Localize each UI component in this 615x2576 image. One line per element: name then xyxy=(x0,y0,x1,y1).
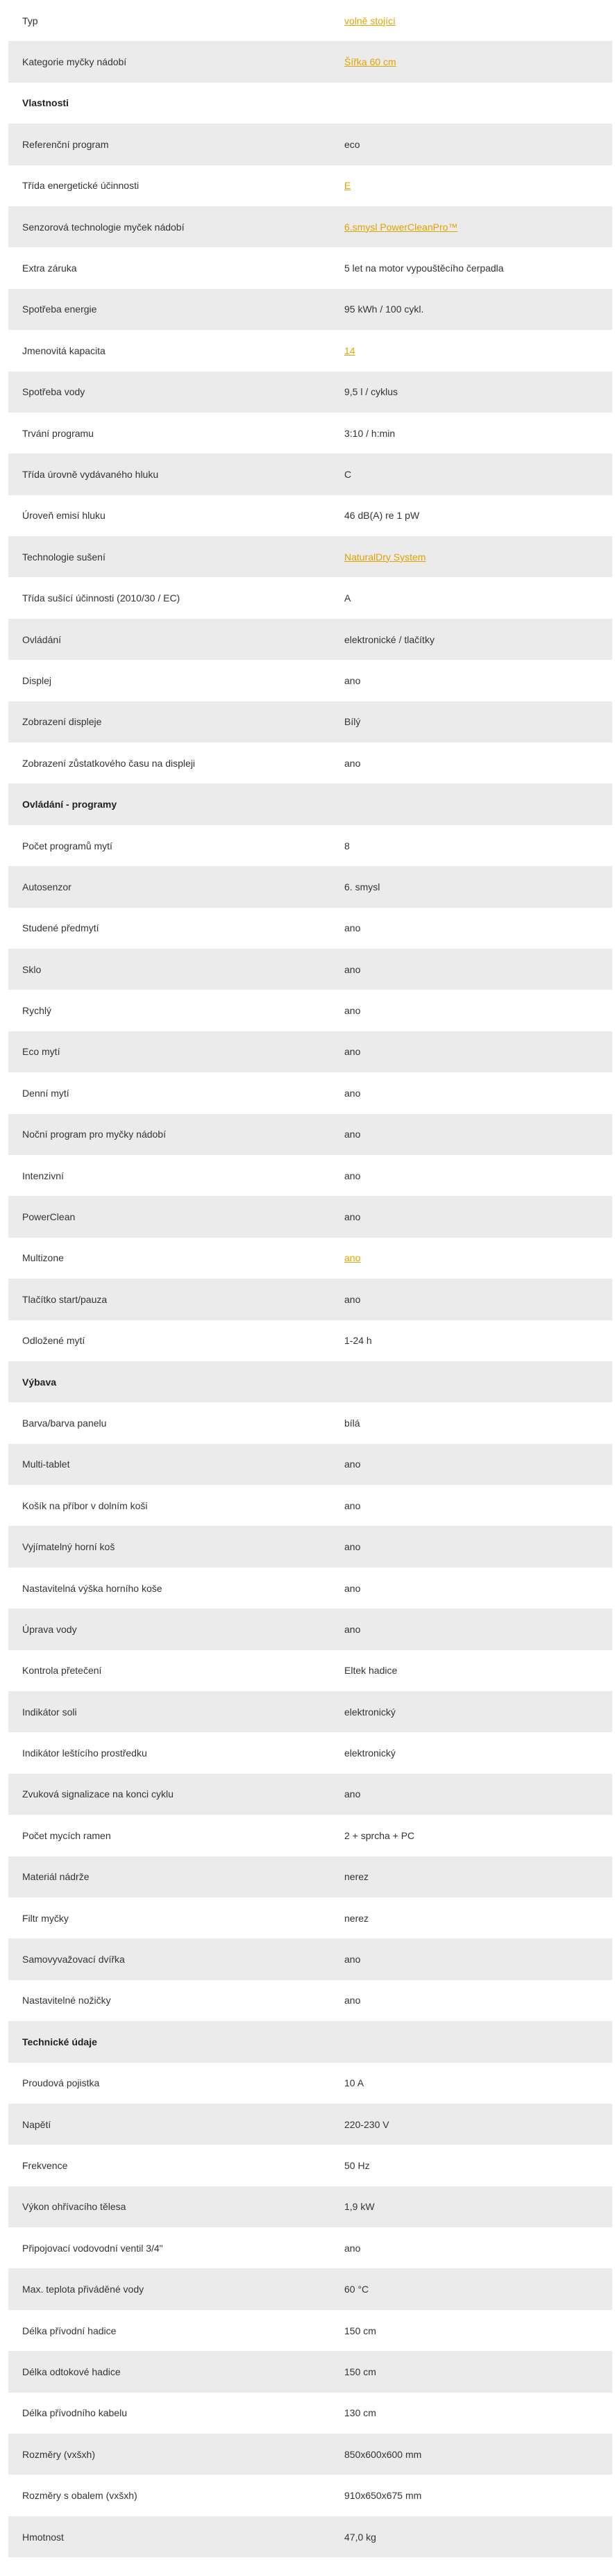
spec-value: ano xyxy=(344,963,361,975)
spec-label: Nastavitelné nožičky xyxy=(22,1995,111,2006)
spec-value-cell xyxy=(330,495,612,536)
spec-value-link[interactable]: NaturalDry System xyxy=(344,551,426,563)
spec-row-eco-myti xyxy=(8,1031,612,1072)
spec-value-cell xyxy=(330,660,612,701)
spec-value-link[interactable]: volně stojící xyxy=(344,15,396,26)
spec-row-ovladani xyxy=(8,619,612,660)
spec-value: ano xyxy=(344,1087,361,1099)
spec-label: Referenční program xyxy=(22,138,109,150)
section-header-technicke-udaje xyxy=(8,2021,612,2062)
spec-row-pripojovaci-vodovodni-ventil-3-4 xyxy=(8,2227,612,2268)
spec-label: Délka přívodního kabelu xyxy=(22,2407,127,2419)
spec-label: Třída úrovně vydávaného hluku xyxy=(22,468,159,480)
spec-row-nastavitelne-nozicky xyxy=(8,1980,612,2021)
spec-value-cell xyxy=(330,454,612,495)
spec-row-denni-myti xyxy=(8,1072,612,1113)
spec-value-cell xyxy=(330,1568,612,1609)
spec-label: Délka přívodní hadice xyxy=(22,2325,117,2336)
spec-value: 1,9 kW xyxy=(344,2201,375,2213)
section-header-ovladani-programy xyxy=(8,783,612,824)
spec-value-cell xyxy=(330,165,612,206)
spec-value-cell xyxy=(330,577,612,618)
spec-value-cell xyxy=(330,2310,612,2351)
spec-row-rozmery-vxsxh xyxy=(8,2434,612,2475)
spec-value: 220-230 V xyxy=(344,2118,389,2130)
spec-value: A xyxy=(344,592,351,604)
spec-row-filtr-mycky xyxy=(8,1897,612,1938)
spec-value: Eltek hadice xyxy=(344,1665,398,1677)
spec-row-rozmery-s-obalem-vxsxh xyxy=(8,2475,612,2516)
spec-value: 6. smysl xyxy=(344,881,380,892)
section-title: Technické údaje xyxy=(22,2036,97,2047)
spec-label: Multizone xyxy=(22,1252,64,1264)
spec-row-material-nadrze xyxy=(8,1856,612,1897)
spec-value-cell xyxy=(330,2063,612,2104)
spec-value-cell xyxy=(330,2021,612,2062)
spec-row-multizone xyxy=(8,1238,612,1279)
spec-label: Třída sušící účinnosti (2010/30 / EC) xyxy=(22,592,180,604)
spec-row-frekvence xyxy=(8,2145,612,2186)
spec-label: Sklo xyxy=(22,963,42,975)
spec-label: Spotřeba vody xyxy=(22,386,85,398)
spec-value: ano xyxy=(344,1211,361,1223)
spec-row-indikator-lesticiho-prostredku xyxy=(8,1732,612,1773)
spec-value-cell xyxy=(330,1980,612,2021)
spec-value-cell xyxy=(330,1114,612,1155)
spec-label: Indikátor soli xyxy=(22,1706,77,1718)
spec-value-cell xyxy=(330,1072,612,1113)
spec-value: 850x600x600 mm xyxy=(344,2448,422,2460)
spec-value-link[interactable]: ano xyxy=(344,1252,361,1264)
spec-row-delka-privodniho-kabelu xyxy=(8,2393,612,2434)
spec-label: Senzorová technologie myček nádobí xyxy=(22,221,185,233)
spec-row-powerclean xyxy=(8,1196,612,1237)
spec-value-cell xyxy=(330,1938,612,1979)
spec-value: 130 cm xyxy=(344,2407,376,2419)
spec-value: 5 let na motor vypouštěcího čerpadla xyxy=(344,263,504,274)
spec-row-intenzivni xyxy=(8,1155,612,1196)
spec-value-cell xyxy=(330,1155,612,1196)
spec-value-link[interactable]: E xyxy=(344,180,351,192)
spec-value: ano xyxy=(344,922,361,934)
spec-row-nastavitelna-vyska-horniho-kose xyxy=(8,1568,612,1609)
spec-row-sklo xyxy=(8,949,612,990)
spec-label: Rozměry s obalem (vxšxh) xyxy=(22,2490,137,2502)
spec-label: Denní mytí xyxy=(22,1087,69,1099)
section-header-vybava xyxy=(8,1361,612,1402)
spec-value-cell xyxy=(330,1279,612,1320)
spec-value: 50 Hz xyxy=(344,2160,370,2171)
spec-row-samovyvazovaci-dvirka xyxy=(8,1938,612,1979)
spec-value-cell xyxy=(330,1856,612,1897)
spec-label: Extra záruka xyxy=(22,263,77,274)
spec-value-cell xyxy=(330,1609,612,1650)
spec-value: ano xyxy=(344,2242,361,2254)
spec-value-cell xyxy=(330,1361,612,1402)
spec-value: ano xyxy=(344,1046,361,1058)
spec-row-trida-urovne-vydavaneho-hluku xyxy=(8,454,612,495)
spec-value: 3:10 / h:min xyxy=(344,427,396,439)
spec-label: Délka odtokové hadice xyxy=(22,2366,121,2377)
spec-value-link[interactable]: Šířka 60 cm xyxy=(344,56,396,68)
spec-label: Ovládání xyxy=(22,633,62,645)
spec-label: Počet programů mytí xyxy=(22,840,112,851)
spec-value-cell xyxy=(330,1732,612,1773)
spec-value-cell xyxy=(330,1444,612,1485)
spec-row-spotreba-energie xyxy=(8,289,612,330)
spec-label: Kontrola přetečení xyxy=(22,1665,102,1677)
spec-value-cell xyxy=(330,247,612,288)
spec-value-cell xyxy=(330,289,612,330)
section-title: Vlastnosti xyxy=(22,97,69,109)
spec-value-cell xyxy=(330,1320,612,1361)
spec-row-napeti xyxy=(8,2104,612,2145)
spec-row-trvani-programu xyxy=(8,413,612,454)
spec-row-studene-predmyti xyxy=(8,908,612,949)
spec-value-cell xyxy=(330,2227,612,2268)
spec-label: Filtr myčky xyxy=(22,1912,69,1924)
spec-row-zobrazeni-displeje xyxy=(8,701,612,742)
spec-label: Zvuková signalizace na konci cyklu xyxy=(22,1788,174,1800)
spec-value-cell xyxy=(330,2104,612,2145)
spec-label: Proudová pojistka xyxy=(22,2077,100,2089)
spec-row-multi-tablet xyxy=(8,1444,612,1485)
spec-value: ano xyxy=(344,1459,361,1470)
spec-label: Třída energetické účinnosti xyxy=(22,180,140,192)
specification-table xyxy=(8,0,612,2557)
spec-row-indikator-soli xyxy=(8,1691,612,1732)
spec-value-cell xyxy=(330,1815,612,1856)
spec-value: eco xyxy=(344,138,360,150)
spec-label: Autosenzor xyxy=(22,881,71,892)
spec-value-cell xyxy=(330,41,612,82)
spec-row-autosenzor xyxy=(8,866,612,907)
spec-row-spotreba-vody xyxy=(8,372,612,413)
spec-row-jmenovita-kapacita xyxy=(8,330,612,371)
spec-value-cell xyxy=(330,742,612,783)
spec-label: Úprava vody xyxy=(22,1623,77,1635)
spec-value-cell xyxy=(330,1650,612,1691)
spec-label: Barva/barva panelu xyxy=(22,1417,107,1429)
spec-row-typ xyxy=(8,0,612,41)
section-header-vlastnosti xyxy=(8,83,612,124)
spec-value: 60 °C xyxy=(344,2284,369,2295)
spec-value: ano xyxy=(344,1623,361,1635)
spec-value: 46 dB(A) re 1 pW xyxy=(344,510,420,522)
spec-row-vyjimatelny-horni-kos xyxy=(8,1526,612,1567)
spec-value-cell xyxy=(330,2186,612,2227)
spec-row-referencni-program xyxy=(8,124,612,165)
spec-value-cell xyxy=(330,1402,612,1443)
spec-value: nerez xyxy=(344,1912,369,1924)
spec-label: Multi-tablet xyxy=(22,1459,70,1470)
spec-label: Frekvence xyxy=(22,2160,68,2171)
spec-value-cell xyxy=(330,866,612,907)
spec-label: Noční program pro myčky nádobí xyxy=(22,1129,166,1140)
spec-row-tlacitko-start-pauza xyxy=(8,1279,612,1320)
spec-value-cell xyxy=(330,2268,612,2309)
spec-label: Spotřeba energie xyxy=(22,304,97,315)
spec-value-cell xyxy=(330,2475,612,2516)
spec-value: 8 xyxy=(344,840,350,851)
spec-value-cell xyxy=(330,2516,612,2557)
spec-value: C xyxy=(344,468,352,480)
spec-label: Zobrazení zůstatkového času na displeji xyxy=(22,757,196,769)
spec-row-uroven-emisi-hluku xyxy=(8,495,612,536)
spec-value-cell xyxy=(330,83,612,124)
spec-value-cell xyxy=(330,949,612,990)
spec-value-cell xyxy=(330,1526,612,1567)
spec-value: 47,0 kg xyxy=(344,2531,376,2543)
spec-label: Napětí xyxy=(22,2118,51,2130)
spec-row-zvukova-signalizace-na-konci-cyklu xyxy=(8,1774,612,1815)
spec-label: Max. teplota přiváděné vody xyxy=(22,2284,144,2295)
spec-row-kontrola-preteceni xyxy=(8,1650,612,1691)
spec-value-cell xyxy=(330,330,612,371)
spec-value: elektronický xyxy=(344,1706,396,1718)
spec-value: ano xyxy=(344,1954,361,1966)
spec-value-cell xyxy=(330,1774,612,1815)
spec-row-kategorie-mycky-nadobi xyxy=(8,41,612,82)
spec-label: Technologie sušení xyxy=(22,551,106,563)
spec-row-senzorova-technologie-mycek-nadobi xyxy=(8,206,612,247)
cut-off-row xyxy=(8,2557,612,2576)
spec-label: Jmenovitá kapacita xyxy=(22,344,106,356)
spec-label: Eco mytí xyxy=(22,1046,60,1058)
spec-value-cell xyxy=(330,1196,612,1237)
spec-label: Výkon ohřívacího tělesa xyxy=(22,2201,126,2213)
spec-value: ano xyxy=(344,1788,361,1800)
spec-value: nerez xyxy=(344,1871,369,1883)
spec-value: bílá xyxy=(344,1417,360,1429)
spec-value-cell xyxy=(330,206,612,247)
spec-value: ano xyxy=(344,1293,361,1305)
spec-value: 2 + sprcha + PC xyxy=(344,1829,415,1841)
spec-row-odlozene-myti xyxy=(8,1320,612,1361)
spec-value: ano xyxy=(344,674,361,686)
spec-value-cell xyxy=(330,1238,612,1279)
spec-label: Kategorie myčky nádobí xyxy=(22,56,127,68)
spec-value-cell xyxy=(330,2145,612,2186)
spec-value: ano xyxy=(344,1170,361,1181)
spec-row-barva-barva-panelu xyxy=(8,1402,612,1443)
spec-value-cell xyxy=(330,1485,612,1526)
spec-label: Hmotnost xyxy=(22,2531,64,2543)
spec-row-uprava-vody xyxy=(8,1609,612,1650)
spec-row-nocni-program-pro-mycky-nadobi xyxy=(8,1114,612,1155)
spec-label: Vyjímatelný horní koš xyxy=(22,1541,115,1553)
spec-row-displej xyxy=(8,660,612,701)
spec-value-cell xyxy=(330,2351,612,2392)
spec-value-cell xyxy=(330,990,612,1031)
spec-row-trida-energeticke-ucinnosti xyxy=(8,165,612,206)
spec-row-delka-odtokove-hadice xyxy=(8,2351,612,2392)
spec-value-cell xyxy=(330,0,612,41)
spec-row-zobrazeni-zustatkoveho-casu-na-displeji xyxy=(8,742,612,783)
spec-value: 150 cm xyxy=(344,2325,376,2336)
spec-value: elektronický xyxy=(344,1747,396,1759)
spec-value: ano xyxy=(344,1582,361,1594)
spec-label: Typ xyxy=(22,15,38,26)
spec-label: Studené předmytí xyxy=(22,922,99,934)
spec-row-trida-susici-ucinnosti-2010-30-ec xyxy=(8,577,612,618)
spec-row-proudova-pojistka xyxy=(8,2063,612,2104)
spec-value: 910x650x675 mm xyxy=(344,2490,422,2502)
spec-value-cell xyxy=(330,783,612,824)
spec-label: Intenzivní xyxy=(22,1170,64,1181)
spec-value-cell xyxy=(330,1897,612,1938)
spec-value-cell xyxy=(330,908,612,949)
spec-value-cell xyxy=(330,701,612,742)
spec-label: Rychlý xyxy=(22,1005,52,1017)
spec-label: Zobrazení displeje xyxy=(22,716,102,728)
section-title: Ovládání - programy xyxy=(22,799,117,811)
spec-value: 95 kWh / 100 cykl. xyxy=(344,304,424,315)
spec-row-technologie-suseni xyxy=(8,536,612,577)
spec-value: ano xyxy=(344,1499,361,1511)
spec-value-cell xyxy=(330,1031,612,1072)
spec-row-max-teplota-privadene-vody xyxy=(8,2268,612,2309)
spec-label: Samovyvažovací dvířka xyxy=(22,1954,125,1966)
spec-label: Počet mycích ramen xyxy=(22,1829,111,1841)
spec-value: 1-24 h xyxy=(344,1335,372,1347)
spec-row-vykon-ohrivaciho-telesa xyxy=(8,2186,612,2227)
spec-value: elektronické / tlačítky xyxy=(344,633,435,645)
spec-label: Odložené mytí xyxy=(22,1335,85,1347)
spec-row-delka-privodni-hadice xyxy=(8,2310,612,2351)
spec-label: Nastavitelná výška horního koše xyxy=(22,1582,162,1594)
spec-row-rychly xyxy=(8,990,612,1031)
spec-value: ano xyxy=(344,757,361,769)
spec-value-cell xyxy=(330,124,612,165)
spec-value: 9,5 l / cyklus xyxy=(344,386,398,398)
spec-value: ano xyxy=(344,1541,361,1553)
spec-label: PowerClean xyxy=(22,1211,76,1223)
spec-label: Připojovací vodovodní ventil 3/4" xyxy=(22,2242,163,2254)
spec-label: Rozměry (vxšxh) xyxy=(22,2448,96,2460)
spec-value: ano xyxy=(344,1005,361,1017)
spec-label: Úroveň emisí hluku xyxy=(22,510,106,522)
spec-value: ano xyxy=(344,1995,361,2006)
spec-value-link[interactable]: 14 xyxy=(344,344,355,356)
spec-value-link[interactable]: 6.smysl PowerCleanPro™ xyxy=(344,221,458,233)
spec-value-cell xyxy=(330,619,612,660)
spec-label: Materiál nádrže xyxy=(22,1871,90,1883)
specification-table-body xyxy=(8,0,612,2557)
spec-row-extra-zaruka xyxy=(8,247,612,288)
spec-value: 10 A xyxy=(344,2077,364,2089)
spec-value: Bílý xyxy=(344,716,361,728)
spec-value-cell xyxy=(330,413,612,454)
spec-row-pocet-mycich-ramen xyxy=(8,1815,612,1856)
spec-row-hmotnost xyxy=(8,2516,612,2557)
spec-row-pocet-programu-myti xyxy=(8,825,612,866)
spec-value-cell xyxy=(330,2393,612,2434)
spec-label: Indikátor leštícího prostředku xyxy=(22,1747,147,1759)
section-title: Výbava xyxy=(22,1376,57,1388)
spec-label: Trvání programu xyxy=(22,427,94,439)
spec-value-cell xyxy=(330,1691,612,1732)
spec-value-cell xyxy=(330,372,612,413)
spec-label: Tlačítko start/pauza xyxy=(22,1293,108,1305)
spec-label: Displej xyxy=(22,674,52,686)
spec-row-kosik-na-pribor-v-dolnim-kosi xyxy=(8,1485,612,1526)
spec-value-cell xyxy=(330,825,612,866)
spec-value-cell xyxy=(330,2434,612,2475)
spec-value-cell xyxy=(330,536,612,577)
spec-value: 150 cm xyxy=(344,2366,376,2377)
spec-label: Košík na příbor v dolním koši xyxy=(22,1499,148,1511)
spec-value: ano xyxy=(344,1129,361,1140)
